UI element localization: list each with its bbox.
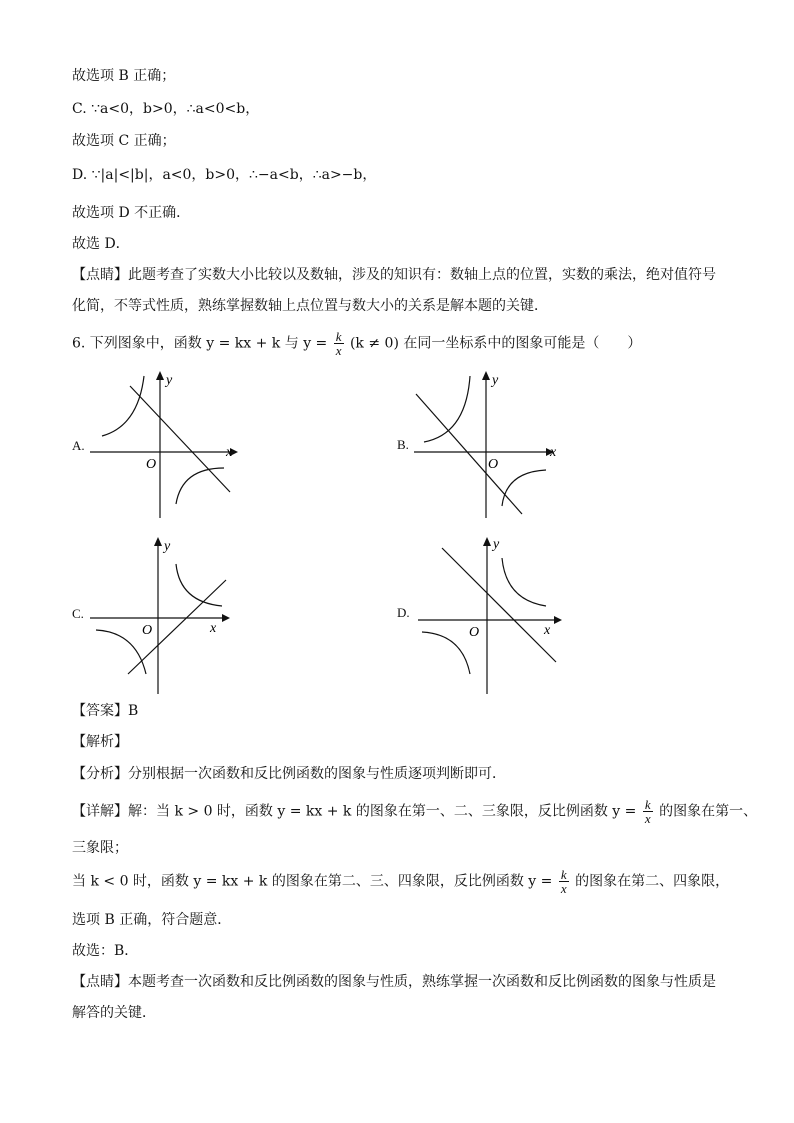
option-c-graph [90, 534, 260, 704]
y-axis-arrow [156, 371, 164, 380]
origin-label: O [146, 457, 157, 472]
x-axis-label: x [544, 623, 551, 638]
linear-function-line [130, 386, 230, 492]
text-line: 故选项 D 不正确． [72, 205, 191, 221]
hyperbola-branch [102, 376, 144, 436]
option-label-b: B. [397, 437, 409, 452]
fraction-denominator: x [560, 881, 567, 896]
text-line: 解答的关键． [72, 1005, 156, 1021]
fraction-numerator: k [644, 797, 651, 812]
option-d-graph [414, 534, 584, 704]
y-axis-label: y [166, 373, 173, 388]
fraction-denominator: x [644, 811, 651, 826]
text-line: 化简，不等式性质，熟练掌握数轴上点位置与数大小的关系是解本题的关键． [72, 298, 548, 314]
fraction [559, 868, 569, 895]
hyperbola-branch [422, 632, 470, 674]
hyperbola-branch [176, 468, 224, 504]
x-axis-label: x [550, 445, 557, 460]
text-line: 【分析】分别根据一次函数和反比例函数的图象与性质逐项判断即可． [72, 766, 506, 782]
hyperbola-branch [424, 376, 470, 442]
detail-line [72, 798, 757, 825]
x-axis-label: x [210, 621, 217, 636]
y-axis-label: y [164, 539, 171, 554]
question-text: (k ≠ 0) 在同一坐标系中的图象可能是（ ） [349, 335, 642, 352]
fraction-numerator: k [335, 329, 342, 344]
hyperbola-branch [96, 630, 146, 674]
linear-function-line [416, 394, 522, 514]
text-line: C. ∵a<0，b>0，∴a<0<b， [72, 101, 260, 117]
analysis-heading: 【解析】 [72, 734, 128, 750]
fraction-denominator: x [335, 343, 342, 358]
text-line: 【点睛】此题考查了实数大小比较以及数轴，涉及的知识有：数轴上点的位置，实数的乘法，绝对值符号 [72, 267, 716, 283]
text-line: 故选项 B 正确； [72, 68, 176, 84]
x-axis-arrow [222, 614, 230, 622]
fraction [643, 798, 653, 825]
answer-line: 【答案】B [72, 703, 139, 719]
text-line: 选项 B 正确，符合题意． [72, 912, 232, 928]
hyperbola-branch [176, 564, 222, 606]
y-axis-arrow [154, 537, 162, 546]
y-axis-arrow [483, 537, 491, 546]
origin-label: O [469, 625, 480, 640]
option-label-c: C. [72, 606, 84, 621]
y-axis-arrow [482, 371, 490, 380]
question-text: 6. 下列图象中，函数 y = kx + k 与 y = [72, 335, 328, 352]
text-line: 【点睛】本题考查一次函数和反比例函数的图象与性质，熟练掌握一次函数和反比例函数的图象与性质是 [72, 974, 716, 990]
origin-label: O [488, 457, 499, 472]
text-line: D. ∵|a|<|b|，a<0，b>0，∴−a<b，∴a>−b， [72, 167, 377, 183]
x-axis-label: x [226, 445, 233, 460]
question-6 [72, 330, 641, 357]
option-label-d: D. [397, 605, 410, 620]
detail-text: 的图象在第一、 [659, 803, 758, 820]
option-label-a: A. [72, 438, 85, 453]
y-axis-label: y [493, 537, 500, 552]
fraction [334, 330, 344, 357]
detail-text: 【详解】解：当 k > 0 时，函数 y = kx + k 的图象在第一、二、三象限，反比例函数 y = [72, 803, 637, 820]
hyperbola-branch [502, 470, 546, 506]
x-axis-arrow [554, 616, 562, 624]
detail-line [72, 868, 729, 895]
text-line: 故选：B． [72, 943, 139, 959]
detail-text: 当 k < 0 时，函数 y = kx + k 的图象在第二、三、四象限，反比例函数 y = [72, 873, 553, 890]
fraction-numerator: k [560, 867, 567, 882]
option-a-graph [90, 368, 260, 538]
detail-text: 的图象在第二、四象限， [575, 873, 730, 890]
hyperbola-branch [502, 558, 546, 606]
text-line: 故选项 C 正确； [72, 133, 176, 149]
text-line: 故选 D． [72, 236, 130, 252]
text-line: 三象限； [72, 840, 128, 856]
origin-label: O [142, 623, 153, 638]
y-axis-label: y [492, 373, 499, 388]
option-b-graph [414, 368, 584, 538]
